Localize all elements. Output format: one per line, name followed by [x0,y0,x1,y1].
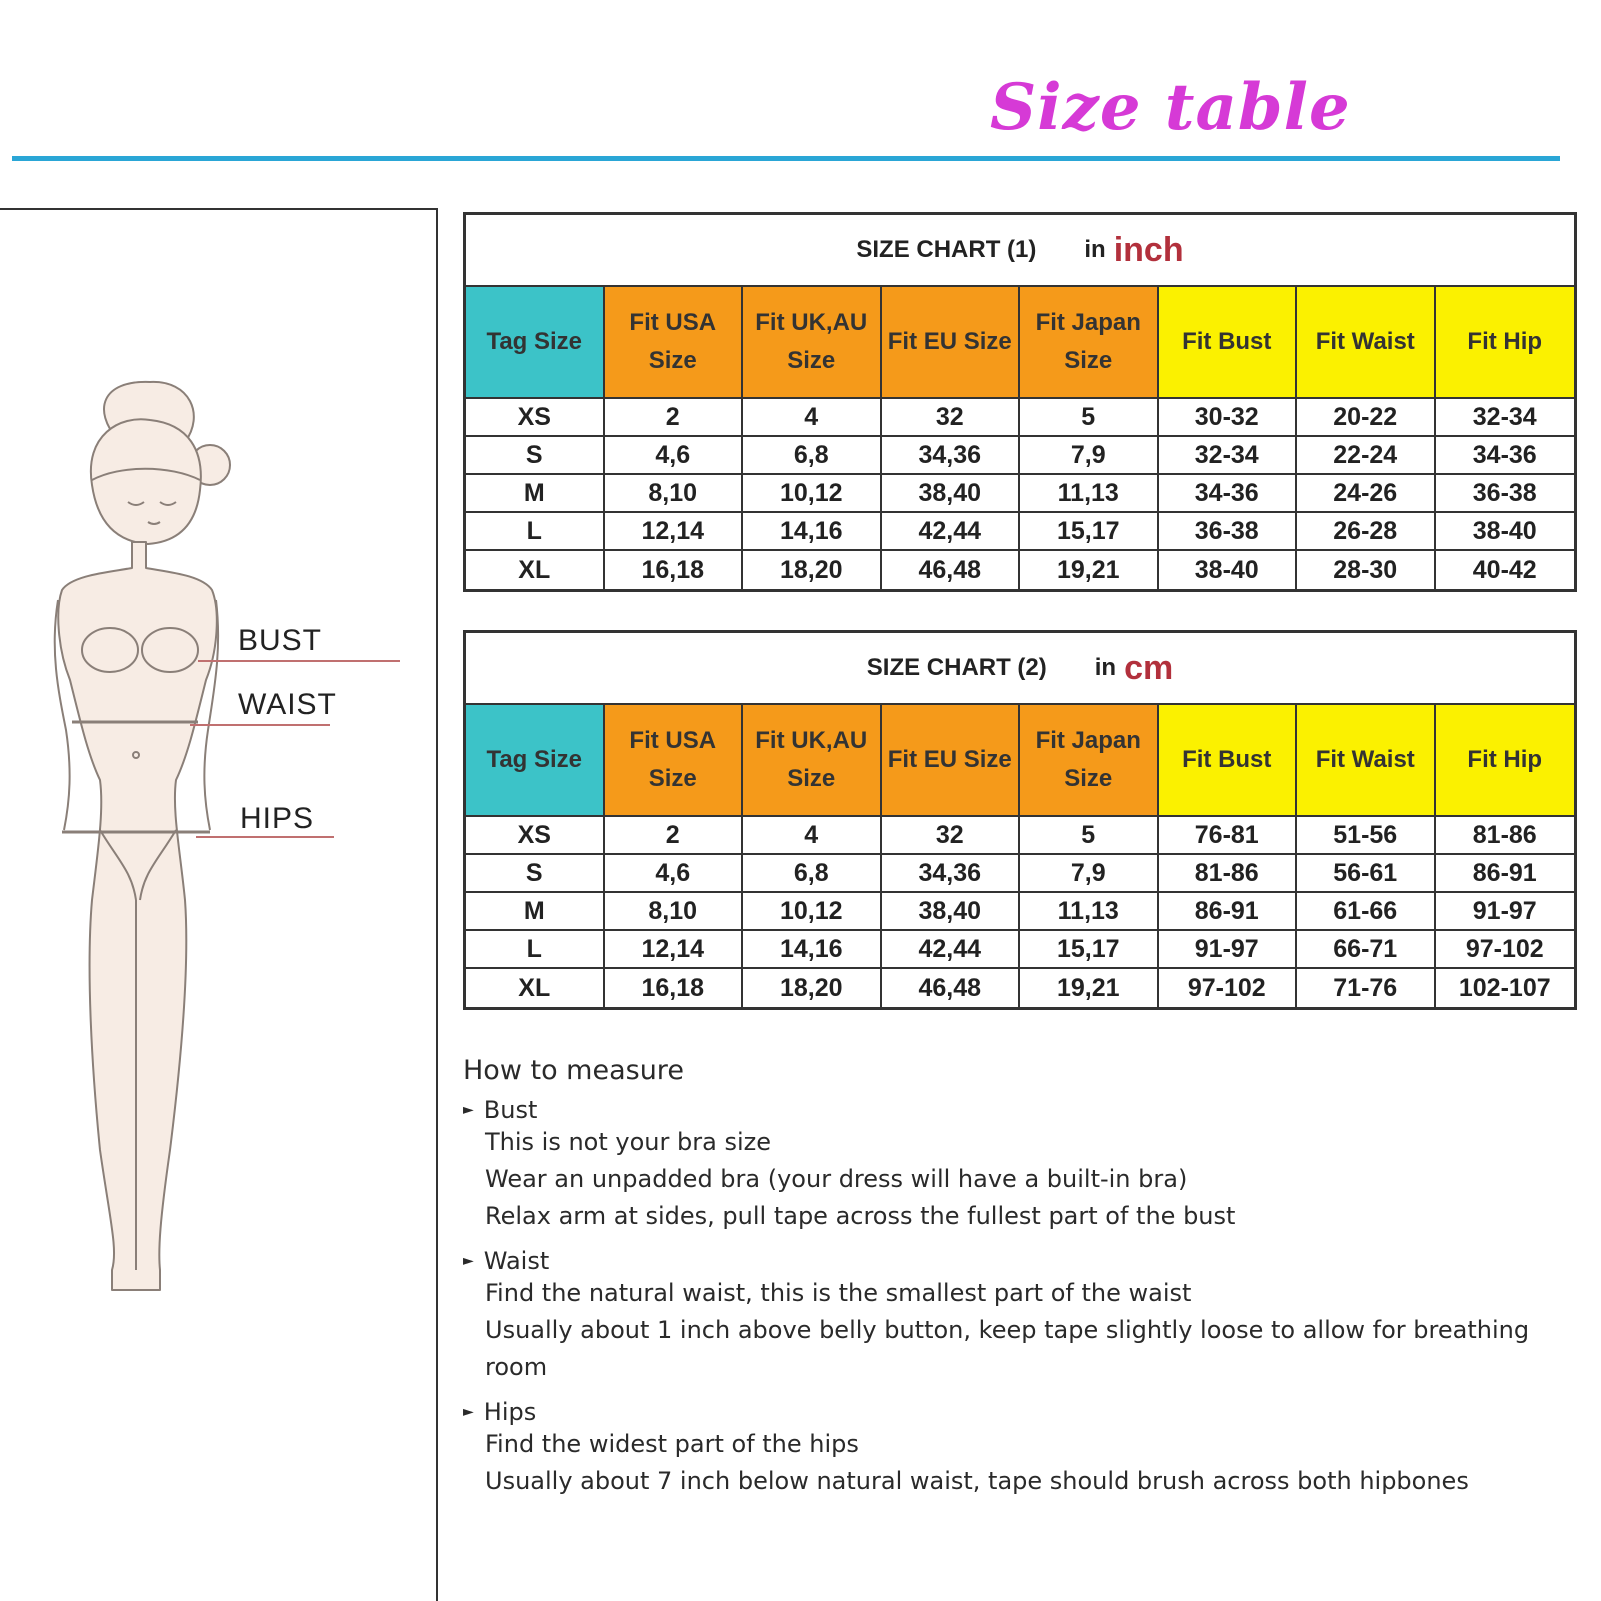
measure-instruction: Find the widest part of the hips [485,1430,859,1458]
table-cell: 32 [882,817,1021,855]
table-cell: 2 [605,817,744,855]
measure-item-bust [463,1096,1593,1235]
table-cell: 81-86 [1436,817,1575,855]
measure-instruction: Relax arm at sides, pull tape across the fullest part of the bust [485,1202,1236,1230]
bust-pointer-line [198,660,400,662]
table-cell: 7,9 [1020,855,1159,893]
hips-label: HIPS [240,802,315,835]
table-cell: 71-76 [1297,969,1436,1007]
table-cell: 6,8 [743,437,882,475]
table-cell: 38,40 [882,475,1021,513]
table-cell: 38-40 [1159,551,1298,589]
how-to-measure [463,1055,1593,1512]
column-header: Fit EU Size [882,287,1021,399]
column-header: Fit EU Size [882,705,1021,817]
table-cell: 38-40 [1436,513,1575,551]
size-chart-inch [463,212,1577,592]
bullet-arrow-icon: ► [463,1404,474,1420]
table-cell: 11,13 [1020,893,1159,931]
bullet-arrow-icon: ► [463,1253,474,1269]
table-cell: 15,17 [1020,931,1159,969]
table-cell: 32 [882,399,1021,437]
waist-label: WAIST [238,688,337,721]
table-cell: 81-86 [1159,855,1298,893]
column-header: Fit Japan Size [1020,287,1159,399]
table-cell: 34-36 [1436,437,1575,475]
tag-size-cell: L [466,513,605,551]
size-chart-title [466,215,1574,287]
tag-size-cell: L [466,931,605,969]
table-cell: 42,44 [882,513,1021,551]
table-cell: 46,48 [882,969,1021,1007]
table-cell: 15,17 [1020,513,1159,551]
table-cell: 12,14 [605,931,744,969]
unit-prefix: in [1094,654,1117,681]
table-cell: 56-61 [1297,855,1436,893]
size-grid [466,287,1574,589]
tag-size-cell: XL [466,969,605,1007]
tag-size-cell: S [466,855,605,893]
table-cell: 10,12 [743,893,882,931]
table-cell: 36-38 [1159,513,1298,551]
tag-size-cell: S [466,437,605,475]
body-figure-illustration [0,210,436,1601]
column-header: Fit Waist [1297,705,1436,817]
table-cell: 7,9 [1020,437,1159,475]
bullet-arrow-icon: ► [463,1102,474,1118]
table-cell: 34,36 [882,437,1021,475]
table-cell: 16,18 [605,969,744,1007]
column-header: Fit USA Size [605,705,744,817]
table-cell: 97-102 [1436,931,1575,969]
unit-label: inch [1113,230,1184,269]
tag-size-cell: M [466,475,605,513]
table-cell: 14,16 [743,931,882,969]
table-cell: 51-56 [1297,817,1436,855]
table-cell: 36-38 [1436,475,1575,513]
column-header: Fit Bust [1159,287,1298,399]
column-header: Fit Japan Size [1020,705,1159,817]
table-cell: 18,20 [743,969,882,1007]
unit-prefix: in [1084,236,1106,263]
waist-pointer-line [190,724,330,726]
table-cell: 12,14 [605,513,744,551]
unit-label: cm [1124,648,1174,687]
column-header: Tag Size [466,287,605,399]
table-cell: 8,10 [605,475,744,513]
title-divider [12,156,1560,161]
table-cell: 5 [1020,399,1159,437]
table-cell: 66-71 [1297,931,1436,969]
figure-panel [0,208,438,1601]
column-header: Tag Size [466,705,605,817]
table-cell: 4 [743,817,882,855]
table-cell: 14,16 [743,513,882,551]
table-cell: 2 [605,399,744,437]
table-cell: 4,6 [605,437,744,475]
measure-instruction: This is not your bra size [485,1128,771,1156]
table-cell: 4,6 [605,855,744,893]
table-cell: 91-97 [1436,893,1575,931]
column-header: Fit UK,AU Size [743,705,882,817]
measure-item-name: Hips [483,1398,537,1426]
table-cell: 22-24 [1297,437,1436,475]
table-cell: 18,20 [743,551,882,589]
measure-item-waist [463,1247,1593,1386]
column-header: Fit USA Size [605,287,744,399]
table-cell: 24-26 [1297,475,1436,513]
size-grid [466,705,1574,1007]
tag-size-cell: M [466,893,605,931]
table-cell: 6,8 [743,855,882,893]
table-cell: 30-32 [1159,399,1298,437]
table-cell: 76-81 [1159,817,1298,855]
column-header: Fit Hip [1436,705,1575,817]
table-cell: 34-36 [1159,475,1298,513]
hips-pointer-line [196,836,334,838]
measure-instruction: Usually about 7 inch below natural waist, tape should brush across both hipbones [485,1467,1469,1495]
measure-instruction: Wear an unpadded bra (your dress will have a built-in bra) [485,1165,1188,1193]
table-cell: 61-66 [1297,893,1436,931]
column-header: Fit Hip [1436,287,1575,399]
column-header: Fit Bust [1159,705,1298,817]
table-cell: 8,10 [605,893,744,931]
measure-item-name: Waist [483,1247,550,1275]
size-chart-title [466,633,1574,705]
table-cell: 5 [1020,817,1159,855]
measure-instruction: Usually about 1 inch above belly button, keep tape slightly loose to allow for breathing room [485,1316,1530,1381]
table-cell: 28-30 [1297,551,1436,589]
bust-label: BUST [238,624,323,657]
table-cell: 102-107 [1458,973,1551,1002]
table-cell: 97-102 [1159,969,1298,1007]
measure-item-hips [463,1398,1593,1500]
tag-size-cell: XS [466,399,605,437]
table-cell: 40-42 [1472,555,1537,584]
tag-size-cell: XL [466,551,605,589]
table-cell: 86-91 [1159,893,1298,931]
table-cell: 16,18 [605,551,744,589]
table-cell: 20-22 [1297,399,1436,437]
how-to-measure-heading: How to measure [463,1055,684,1086]
table-cell: 19,21 [1020,969,1159,1007]
table-cell: 26-28 [1297,513,1436,551]
table-cell: 32-34 [1436,399,1575,437]
table-cell: 46,48 [882,551,1021,589]
size-chart-title-text: SIZE CHART (1) [856,236,1037,263]
column-header: Fit UK,AU Size [743,287,882,399]
table-cell: 11,13 [1020,475,1159,513]
table-cell: 32-34 [1159,437,1298,475]
size-chart-cm [463,630,1577,1010]
tag-size-cell: XS [466,817,605,855]
column-header: Fit Waist [1297,287,1436,399]
table-cell: 34,36 [882,855,1021,893]
measure-instruction: Find the natural waist, this is the smallest part of the waist [485,1279,1192,1307]
table-cell: 4 [743,399,882,437]
table-cell: 19,21 [1020,551,1159,589]
size-chart-title-text: SIZE CHART (2) [866,654,1047,681]
table-cell: 91-97 [1159,931,1298,969]
table-cell: 38,40 [882,893,1021,931]
table-cell: 10,12 [743,475,882,513]
page-title: Size table [990,70,1351,145]
measure-item-name: Bust [483,1096,538,1124]
table-cell: 86-91 [1436,855,1575,893]
table-cell: 42,44 [882,931,1021,969]
